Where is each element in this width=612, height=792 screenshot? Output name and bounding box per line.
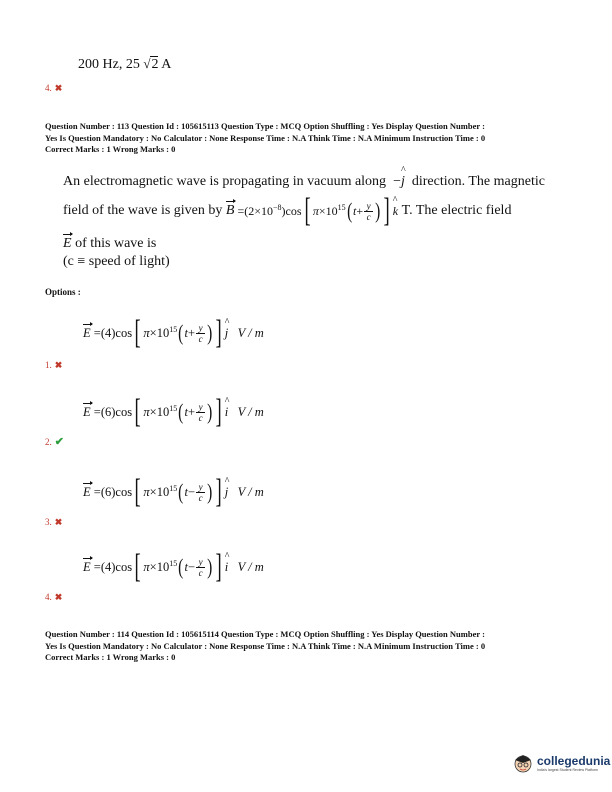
option-number: 4. ✖ bbox=[45, 592, 63, 602]
correct-check-icon: ✔ bbox=[54, 436, 64, 448]
wrong-icon: ✖ bbox=[54, 83, 63, 93]
unit-vector-j: ^ j bbox=[401, 174, 405, 190]
prev-option-text: 200 Hz, 25 bbox=[78, 57, 140, 72]
option-number: 1. ✖ bbox=[45, 360, 63, 370]
wrong-icon: ✖ bbox=[54, 592, 63, 602]
prev-option-number: 4. ✖ bbox=[45, 83, 63, 93]
prev-option-unit: A bbox=[161, 57, 172, 72]
logo-name: collegedunia bbox=[537, 754, 611, 768]
question-line-3: E of this wave is bbox=[63, 236, 157, 251]
logo-tagline: India's largest Student Review Platform bbox=[537, 768, 598, 772]
meta-line-2: Yes Is Question Mandatory : No Calculator : None Response Time : N.A Think Time : N.A Minimum Instruction Time : 0 bbox=[45, 132, 486, 143]
option-equation: E =( 4 )cos [ π $\times 10^{15}$ ( t − $\frac{y}{c}$ ) ] ^ i V / m bbox=[83, 552, 264, 582]
wrong-icon: ✖ bbox=[54, 517, 63, 527]
prev-option-answer: 200 Hz, 25 √2 A bbox=[78, 56, 172, 72]
b-vector-symbol: B bbox=[225, 203, 235, 218]
y-over-c: $\frac{y}{c}$ bbox=[364, 201, 373, 222]
question-line-4: (c ≡ speed of light) bbox=[63, 254, 170, 269]
option-equation: E =( 6 )cos [ π $\times 10^{15}$ ( t + $\frac{y}{c}$ ) ] ^ i V / m bbox=[83, 397, 264, 427]
option-number: 3. ✖ bbox=[45, 517, 63, 527]
question-line-1: An electromagnetic wave is propagating in vacuum along −^ j direction. The magnetic bbox=[63, 174, 545, 190]
option-equation: E =( 4 )cos [ π $\times 10^{15}$ ( t + $\frac{y}{c}$ ) ] ^ j V / m bbox=[83, 318, 264, 348]
question-113-meta bbox=[45, 121, 575, 156]
meta-line-2: Yes Is Question Mandatory : No Calculator : None Response Time : N.A Think Time : N.A Minimum Instruction Time : 0 bbox=[45, 640, 486, 651]
mascot-icon bbox=[512, 752, 534, 774]
meta-line-3: Correct Marks : 1 Wrong Marks : 0 bbox=[45, 652, 176, 662]
option-equation: E =( 6 )cos [ π $\times 10^{15}$ ( t − $\frac{y}{c}$ ) ] ^ j V / m bbox=[83, 477, 264, 507]
question-114-meta bbox=[45, 629, 575, 664]
meta-line-1: Question Number : 114 Question Id : 105615114 Question Type : MCQ Option Shuffling : Yes Display Question Number : bbox=[45, 629, 485, 639]
prev-option-sqrt: 2 bbox=[151, 57, 159, 72]
meta-line-1: Question Number : 113 Question Id : 105615113 Question Type : MCQ Option Shuffling : Yes Display Question Number : bbox=[45, 121, 485, 131]
question-line-2: field of the wave is given by B $=(2\times 10^{-8})\cos$ [ π $\times 10^{15}$ ( t + $\frac{y}{c}$ ) ] ^ k T. The electric field bbox=[63, 196, 511, 226]
e-vector-symbol: E bbox=[63, 236, 72, 251]
wrong-icon: ✖ bbox=[54, 360, 63, 370]
collegedunia-logo bbox=[512, 752, 610, 774]
option-number: 2. ✔ bbox=[45, 436, 64, 448]
options-label: Options : bbox=[45, 287, 81, 297]
meta-line-3: Correct Marks : 1 Wrong Marks : 0 bbox=[45, 144, 176, 154]
